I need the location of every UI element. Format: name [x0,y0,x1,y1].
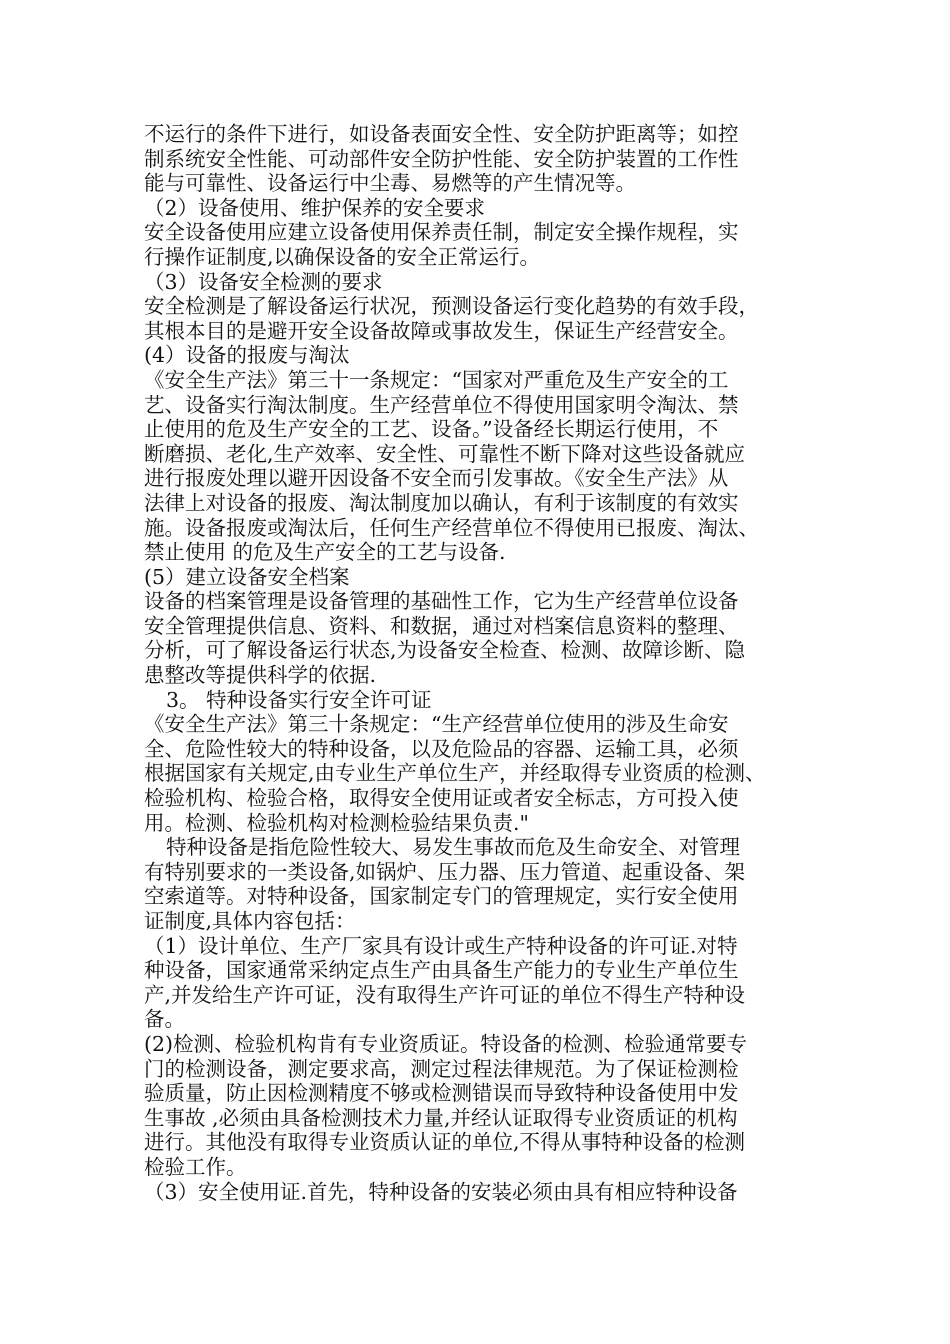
text-line: 根据国家有关规定,由专业生产单位生产，并经取得专业资质的检测、 [144,761,766,786]
text-line: 其根本目的是避开安全设备故障或事故发生，保证生产经营安全。 [144,318,739,343]
text-line: 法律上对设备的报废、淘汰制度加以确认，有利于该制度的有效实 [144,490,739,515]
list-item-line: （1）设计单位、生产厂家具有设计或生产特种设备的许可证.对特 [144,933,738,958]
text-line: 行操作证制度,以确保设备的安全正常运行。 [144,244,541,269]
text-line: 安全管理提供信息、资料、和数据，通过对档案信息资料的整理、 [144,613,739,638]
text-line: 进行。其他没有取得专业资质认证的单位,不得从事特种设备的检测 [144,1130,746,1155]
text-line: 产,并发给生产许可证，没有取得生产许可证的单位不得生产特种设 [144,982,746,1007]
text-line: 空索道等。对特种设备，国家制定专门的管理规定，实行安全使用 [144,884,739,909]
text-line: 安全检测是了解设备运行状况，预测设备运行变化趋势的有效手段， [144,294,759,319]
section-heading: (5）建立设备安全档案 [144,564,350,589]
text-line: 施。设备报废或淘汰后，任何生产经营单位不得使用已报废、淘汰、 [144,515,759,540]
text-line: 生事故 ,必须由具备检测技术力量,并经认证取得专业资质证的机构 [144,1105,738,1130]
text-line: 检验机构、检验合格，取得安全使用证或者安全标志，方可投入使 [144,786,739,811]
section-heading: （3）设备安全检测的要求 [144,269,383,294]
text-line: 有特别要求的一类设备,如锅炉、压力器、压力管道、起重设备、架 [144,859,746,884]
section-heading: 3。 特种设备实行安全许可证 [166,687,432,712]
text-line: 能与可靠性、设备运行中尘毒、易燃等的产生情况等。 [144,171,636,196]
text-line: 设备的档案管理是设备管理的基础性工作，它为生产经营单位设备 [144,589,739,614]
document-page [144,122,814,1204]
text-line: 检验工作。 [144,1154,247,1179]
text-line: 不运行的条件下进行，如设备表面安全性、安全防护距离等；如控 [144,122,739,146]
list-item-line: （3）安全使用证.首先，特种设备的安装必须由具有相应特种设备 [144,1179,738,1204]
text-line: 门的检测设备，测定要求高，测定过程法律规范。为了保证检测检 [144,1056,739,1081]
text-line: 《安全生产法》第三十条规定：“生产经营单位使用的涉及生命安 [144,712,729,737]
text-line: 进行报废处理以避开因设备不安全而引发事故。《安全生产法》从 [144,466,729,491]
text-line: 患整改等提供科学的依据. [144,663,377,688]
text-line: 证制度,具体内容包括： [144,909,356,933]
text-line: 分析，可了解设备运行状态,为设备安全检查、检测、故障诊断、隐 [144,638,746,663]
text-line: 制系统安全性能、可动部件安全防护性能、安全防护装置的工作性 [144,146,739,171]
text-line: 《安全生产法》第三十一条规定：“国家对严重危及生产安全的工 [144,367,729,392]
text-line: 备。 [144,1007,185,1032]
section-heading: （2）设备使用、维护保养的安全要求 [144,195,486,220]
text-line: 特种设备是指危险性较大、易发生事故而危及生命安全、对管理 [166,835,740,860]
list-item-line: (2)检测、检验机构肯有专业资质证。特设备的检测、检验通常要专 [144,1031,748,1056]
text-line: 禁止使用 的危及生产安全的工艺与设备. [144,540,506,565]
text-line: 全、危险性较大的特种设备，以及危险品的容器、运输工具，必须 [144,736,739,761]
text-line: 止使用的危及生产安全的工艺、设备。”设备经长期运行使用，不 [144,417,719,442]
section-heading: (4）设备的报废与淘汰 [144,343,350,368]
text-line: 艺、设备实行淘汰制度。生产经营单位不得使用国家明令淘汰、禁 [144,392,739,417]
text-line: 验质量，防止因检测精度不够或检测错误而导致特种设备使用中发 [144,1081,739,1106]
text-line: 用。检测、检验机构对检测检验结果负责." [144,810,529,835]
text-line: 安全设备使用应建立设备使用保养责任制，制定安全操作规程，实 [144,220,739,245]
text-line: 种设备，国家通常采纳定点生产由具备生产能力的专业生产单位生 [144,958,739,983]
text-line: 断磨损、老化,生产效率、安全性、可靠性不断下降对这些设备就应 [144,441,746,466]
